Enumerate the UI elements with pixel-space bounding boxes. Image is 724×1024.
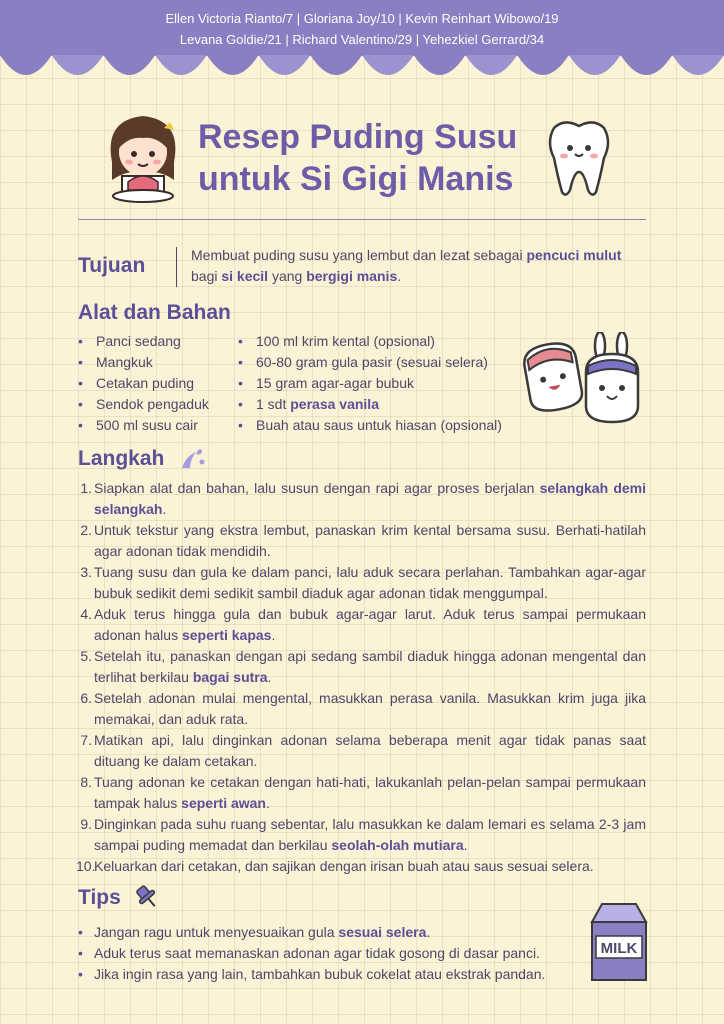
text-segment: . bbox=[271, 627, 276, 643]
text-segment: Jika ingin rasa yang lain, tambahkan bubuk cokelat atau ekstrak pandan. bbox=[94, 966, 546, 982]
step-item bbox=[78, 478, 646, 520]
authors-line-2: Levana Goldie/21 | Richard Valentino/29 | Yehezkiel Gerrard/34 bbox=[179, 32, 545, 47]
bahan-item bbox=[238, 415, 502, 436]
highlight-text: bagai sutra bbox=[192, 669, 268, 685]
step-item bbox=[78, 562, 646, 604]
text-segment: Aduk terus saat memanaskan adonan agar tidak gosong di dasar panci. bbox=[94, 945, 540, 961]
step-number: 8. bbox=[80, 774, 92, 790]
text-segment: . bbox=[463, 837, 468, 853]
step-item bbox=[78, 604, 646, 646]
tip-item bbox=[78, 964, 545, 985]
milk-carton-icon bbox=[584, 900, 654, 984]
alat-item: • Panci sedang bbox=[78, 331, 209, 352]
text-segment: Untuk tekstur yang ekstra lembut, panaskan krim kental bersama susu. Berhati-hatilah agar adonan tidak mendidih. bbox=[94, 522, 646, 559]
divider bbox=[78, 219, 646, 220]
tip-item bbox=[78, 922, 545, 943]
alat-list-1 bbox=[78, 331, 209, 436]
highlight-text: pencuci mulut bbox=[526, 247, 622, 263]
text-segment: Tuang susu dan gula ke dalam panci, lalu aduk secara perlahan. Tambahkan agar-agar bubuk sedikit demi sedikit sambil diaduk agar adonan tidak menggumpal. bbox=[94, 564, 646, 601]
tips-heading: Tips bbox=[78, 886, 121, 909]
highlight-text: sesuai selera bbox=[338, 924, 427, 940]
alat-item: • Cetakan puding bbox=[78, 373, 209, 394]
highlight-text: seolah-olah mutiara bbox=[331, 837, 464, 853]
step-item bbox=[78, 772, 646, 814]
steps-list bbox=[78, 478, 646, 877]
tujuan-divider bbox=[176, 247, 177, 287]
step-number: 7. bbox=[80, 732, 92, 748]
step-number: 4. bbox=[80, 606, 92, 622]
text-segment: 1 sdt bbox=[256, 396, 291, 412]
text-segment: Buah atau saus untuk hiasan (opsional) bbox=[256, 417, 502, 433]
alat-item: • Sendok pengaduk bbox=[78, 394, 209, 415]
tips-list bbox=[78, 922, 545, 985]
step-item bbox=[78, 730, 646, 772]
step-number: 5. bbox=[80, 648, 92, 664]
step-item bbox=[78, 814, 646, 856]
step-item bbox=[78, 688, 646, 730]
bahan-item bbox=[238, 352, 502, 373]
alat-list-2 bbox=[238, 331, 502, 436]
page-title bbox=[198, 116, 538, 200]
text-segment: . bbox=[162, 501, 167, 517]
step-number: 6. bbox=[80, 690, 92, 706]
text-segment: . bbox=[266, 795, 270, 811]
step-number: 9. bbox=[80, 816, 92, 832]
text-segment: bagi bbox=[191, 268, 222, 284]
text-segment: . bbox=[267, 669, 272, 685]
alat-item: • Mangkuk bbox=[78, 352, 209, 373]
text-segment: 60-80 gram gula pasir (sesuai selera) bbox=[256, 354, 488, 370]
alat-heading: Alat dan Bahan bbox=[78, 301, 231, 324]
step-item bbox=[78, 856, 646, 877]
girl-with-cake-icon bbox=[100, 110, 186, 206]
authors-line-1: Ellen Victoria Rianto/7 | Gloriana Joy/10 | Kevin Reinhart Wibowo/19 bbox=[165, 11, 559, 26]
text-segment: Dinginkan pada suhu ruang sebentar, lalu masukkan ke dalam lemari es selama 2-3 jam sampai puding memadat dan berkilau bbox=[94, 816, 646, 853]
text-segment: Setelah itu, panaskan dengan api sedang sambil diaduk hingga adonan mengental dan terlihat berkilau bbox=[94, 648, 646, 685]
milk-label: MILK bbox=[600, 940, 638, 957]
text-segment: Tuang adonan ke cetakan dengan hati-hati, lakukanlah pelan-pelan sampai permukaan tampak halus bbox=[94, 774, 646, 811]
langkah-heading: Langkah bbox=[78, 447, 165, 470]
authors bbox=[0, 8, 724, 50]
text-segment: yang bbox=[268, 268, 307, 284]
highlight-text: perasa vanila bbox=[290, 396, 379, 412]
highlight-text: seperti awan bbox=[181, 795, 266, 811]
step-number: 3. bbox=[80, 564, 92, 580]
text-segment: Keluarkan dari cetakan, dan sajikan dengan irisan buah atau saus sesuai selera. bbox=[94, 858, 594, 874]
bahan-item bbox=[238, 394, 502, 415]
pushpin-icon bbox=[134, 884, 160, 910]
text-segment: Membuat puding susu yang lembut dan lezat sebagai bbox=[191, 247, 527, 263]
text-segment: . bbox=[426, 924, 431, 940]
step-number: 2. bbox=[80, 522, 92, 538]
tip-item bbox=[78, 943, 545, 964]
splash-icon bbox=[178, 446, 206, 470]
text-segment: 15 gram agar-agar bubuk bbox=[256, 375, 414, 391]
text-segment: Matikan api, lalu dinginkan adonan selama beberapa menit agar tidak panas saat dituang ke dalam cetakan. bbox=[94, 732, 646, 769]
bunny-milk-carton-icon bbox=[512, 332, 652, 432]
highlight-text: si kecil bbox=[221, 268, 269, 284]
text-segment: 100 ml krim kental (opsional) bbox=[256, 333, 435, 349]
step-number: 1. bbox=[80, 480, 92, 496]
text-segment: Siapkan alat dan bahan, lalu susun dengan rapi agar proses berjalan bbox=[94, 480, 540, 496]
step-number: 10. bbox=[76, 858, 96, 874]
highlight-text: selangkah demi selangkah bbox=[94, 480, 646, 517]
bahan-item bbox=[238, 331, 502, 352]
title-line-1: Resep Puding Susu bbox=[198, 118, 518, 156]
text-segment: Setelah adonan mulai mengental, masukkan perasa vanila. Masukkan krim juga jika memakai, dan aduk rata. bbox=[94, 690, 646, 727]
step-item bbox=[78, 646, 646, 688]
highlight-text: bergigi manis bbox=[306, 268, 398, 284]
text-segment: Jangan ragu untuk menyesuaikan gula bbox=[94, 924, 339, 940]
text-segment: . bbox=[397, 268, 402, 284]
tooth-icon bbox=[544, 118, 614, 198]
bahan-item bbox=[238, 373, 502, 394]
title-line-2: untuk Si Gigi Manis bbox=[198, 160, 514, 198]
step-item bbox=[78, 520, 646, 562]
highlight-text: seperti kapas bbox=[181, 627, 272, 643]
tujuan-text bbox=[191, 245, 646, 287]
alat-item: • 500 ml susu cair bbox=[78, 415, 209, 436]
tujuan-heading: Tujuan bbox=[78, 254, 146, 277]
text-segment: Aduk terus hingga gula dan bubuk agar-agar larut. Aduk terus sampai permukaan adonan halus bbox=[94, 606, 646, 643]
